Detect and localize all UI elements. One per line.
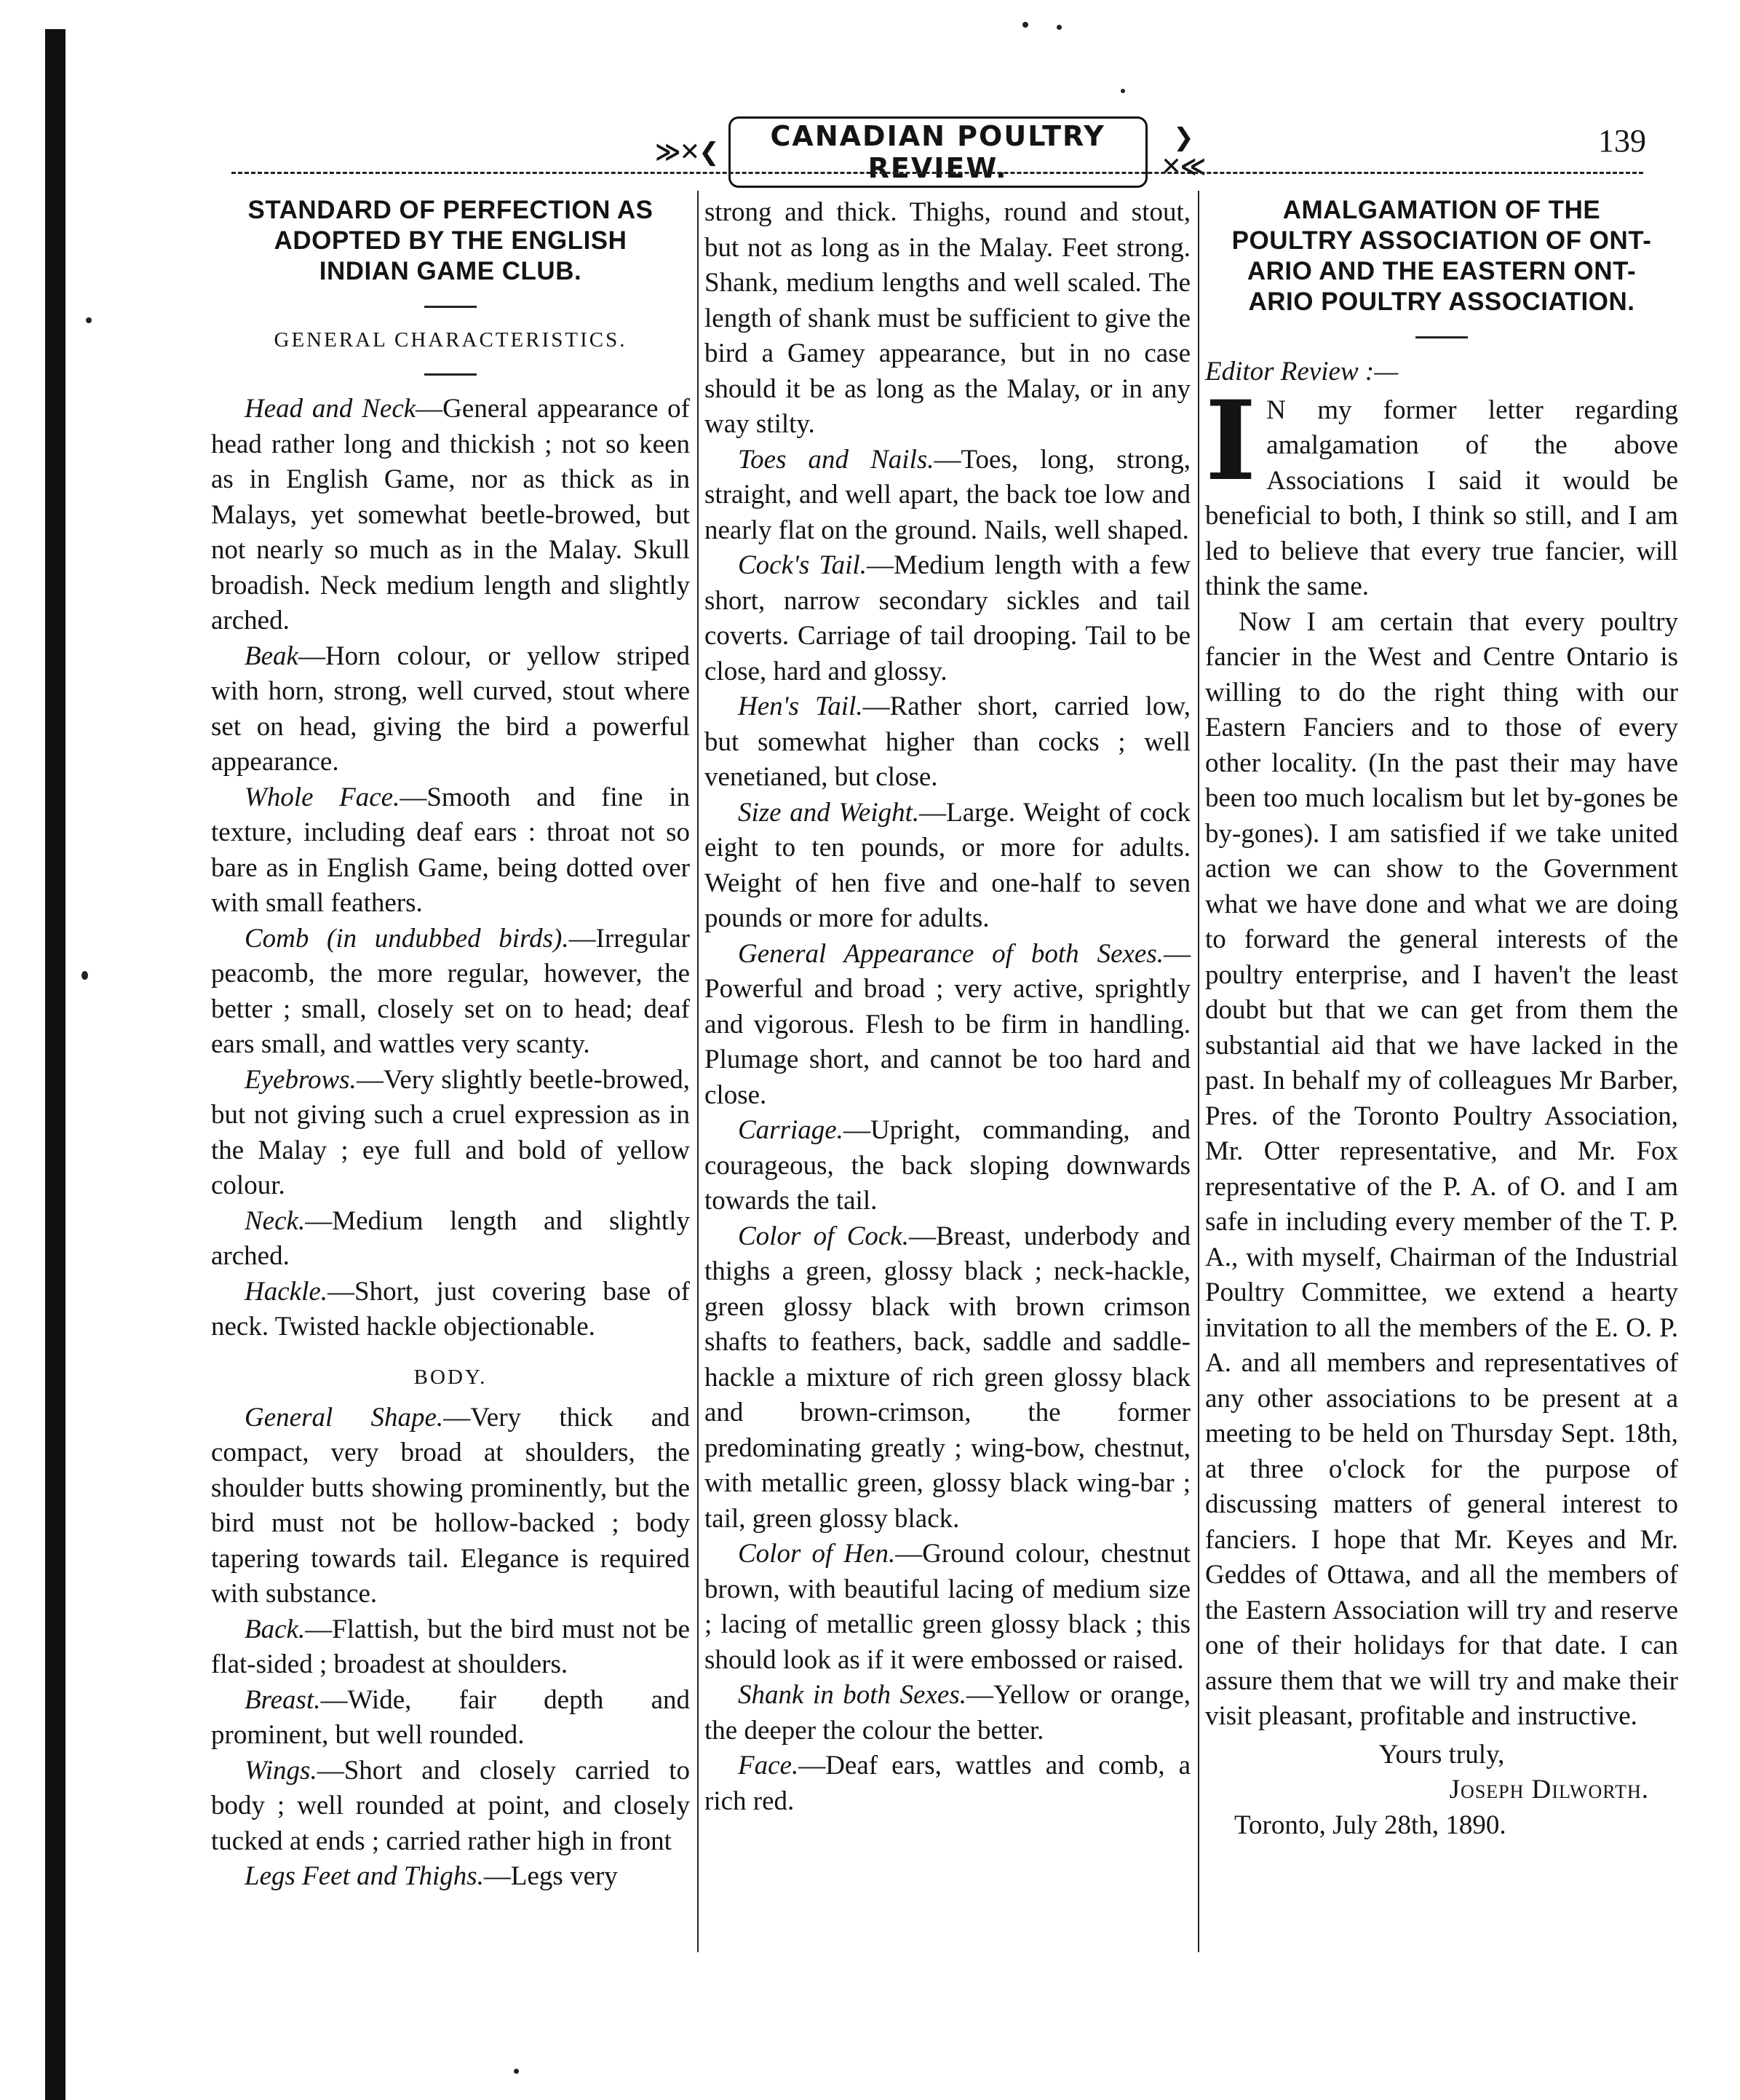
para-lead: Hackle. xyxy=(245,1276,328,1307)
title-line: ARIO AND THE EASTERN ONT- xyxy=(1247,257,1637,285)
paragraph xyxy=(704,1113,1191,1219)
para-lead: Face. xyxy=(738,1751,799,1780)
title-rule xyxy=(1415,336,1468,338)
title-line: INDIAN GAME CLUB. xyxy=(319,257,582,285)
para-text: —Yellow or orange, the deeper the colour the better. xyxy=(704,1680,1191,1746)
paragraph xyxy=(211,392,690,639)
ornament-left-icon: ≫✕❮ xyxy=(655,138,718,167)
ink-speck xyxy=(86,317,92,323)
drop-cap: I xyxy=(1205,376,1257,505)
paragraph xyxy=(211,1754,690,1860)
ink-speck xyxy=(1022,22,1028,28)
paragraph xyxy=(704,443,1191,549)
title-line: POULTRY ASSOCIATION OF ONT- xyxy=(1231,226,1652,255)
column-divider xyxy=(697,191,699,1952)
para-text: N my former letter regarding amalgamation of the above Associations I said it would be beneficial to both, I think so still, and I am led to believe that every true fancier, will think the same. xyxy=(1205,395,1678,601)
masthead xyxy=(655,116,1208,184)
paragraph-continuation: strong and thick. Thighs, round and stout, but not as long as in the Malay. Feet strong. Shank, medium lengths and well scaled. The length of shank must be sufficient to give the bird a Gamey appearance, but in no case should it be as long as the Malay, or in any way stilty. xyxy=(704,197,1191,439)
paragraph xyxy=(704,548,1191,689)
para-lead: Hen's Tail. xyxy=(738,692,863,721)
para-lead: Shank in both Sexes. xyxy=(738,1680,966,1710)
para-lead: Carriage. xyxy=(738,1115,843,1145)
para-text: —Short, just covering base of neck. Twisted hackle objectionable. xyxy=(211,1276,690,1342)
para-text: —Rather short, carried low, but somewhat higher than cocks ; well venetianed, but close. xyxy=(704,692,1191,792)
para-lead: Legs Feet and Thighs. xyxy=(245,1861,484,1891)
para-lead: Wings. xyxy=(245,1755,317,1786)
paragraph xyxy=(704,1678,1191,1748)
letter-closing: Yours truly, xyxy=(1378,1739,1505,1770)
para-lead: Eyebrows. xyxy=(245,1064,357,1095)
column-3 xyxy=(1205,195,1678,1843)
para-text: —Irregular peacomb, the more regular, however, the better ; small, closely set on to head; deaf ears small, and wattles very scanty. xyxy=(211,923,690,1059)
paragraph xyxy=(704,796,1191,937)
paragraph xyxy=(211,1859,690,1895)
para-text: —Very thick and compact, very broad at shoulders, the shoulder butts showing prominently, but the bird must not be hollow-backed ; body tapering towards tail. Elegance is required with substance. xyxy=(211,1402,690,1609)
para-text: —Medium length and slightly arched. xyxy=(211,1205,690,1271)
para-text: —Breast, underbody and thighs a green, glossy black ; neck-hackle, green glossy black with brown crimson shafts to feathers, back, saddle and saddle-hackle a mixture of rich green glossy black and brown-crimson, the former predominating greatly ; wing-bow, chestnut, with metallic green, glossy black wing-bar ; tail, green glossy black. xyxy=(704,1221,1191,1534)
para-text: —Horn colour, or yellow striped with horn, strong, well curved, stout where set on head, giving the bird a powerful appearance. xyxy=(211,641,690,777)
title-line: AMALGAMATION OF THE xyxy=(1282,196,1601,224)
article-title-standard xyxy=(211,195,690,287)
letter-place-date: Toronto, July 28th, 1890. xyxy=(1234,1810,1506,1840)
para-lead: General Appearance of both Sexes. xyxy=(738,938,1164,969)
para-text: Now I am certain that every poultry fancier in the West and Centre Ontario is willing to do the right thing with our Eastern Fanciers and to those of every other locality. (In the past their may have been too much localism but let by-gones be by-gones). I am satisfied if we take united action we can show to the Government what we have done and what we are doing to forward the general interests of the poultry enterprise, and I haven't the least doubt but that we can get from them the substantial aid that we have lacked in the past. In behalf my of colleagues Mr Barber, Pres. of the Toronto Poultry Association, Mr. Otter representative, and Mr. Fox representative of the P. A. of O. and I am safe in including every member of the T. P. A., with myself, Chairman of the Industrial Poultry Committee, we extend a hearty invitation to all the members of the E. O. P. A. and all members and representatives of any other associations to be present at a meeting to be held on Thursday Sept. 18th, at three o'clock for the purpose of discussing matters of general interest to fanciers. I hope that Mr. Keyes and Mr. Geddes of Ottawa, and all the members of the Eastern Association will try and reserve one of their holidays for that date. I can assure them that we will try and make their visit pleasant, profitable and instructive. xyxy=(1205,606,1678,1731)
para-text: —Wide, fair depth and prominent, but well rounded. xyxy=(211,1684,690,1750)
para-text: —Deaf ears, wattles and comb, a rich red. xyxy=(704,1751,1191,1816)
para-text: —Medium length with a few short, narrow secondary sickles and tail coverts. Carriage of tail drooping. Tail to be close, hard and glossy. xyxy=(704,550,1191,686)
para-lead: Back. xyxy=(245,1614,306,1644)
article-title-amalgamation xyxy=(1205,195,1678,317)
para-text: —Legs very xyxy=(483,1861,618,1891)
para-lead: General Shape. xyxy=(245,1402,444,1433)
para-text: —Short and closely carried to body ; well rounded at point, and closely tucked at ends ; carried rather high in front xyxy=(211,1755,690,1856)
para-lead: Color of Hen. xyxy=(738,1539,896,1569)
para-text: —General appearance of head rather long and thickish ; not so keen as in English Game, nor as thick as in Malays, yet somewhat beetle-browed, but not nearly so much as in the Malay. Skull broadish. Neck medium length and slightly arched. xyxy=(211,394,691,635)
para-lead: Beak xyxy=(245,641,298,671)
paragraph xyxy=(211,1683,690,1754)
paragraph xyxy=(704,689,1191,796)
para-lead: Toes and Nails. xyxy=(738,444,934,475)
column-divider xyxy=(1198,191,1199,1952)
ink-speck xyxy=(1121,89,1125,93)
para-lead: Neck. xyxy=(245,1205,306,1236)
section-heading-general: GENERAL CHARACTERISTICS. xyxy=(274,328,627,352)
masthead-title: CANADIAN POULTRY REVIEW. xyxy=(728,116,1148,188)
ink-speck xyxy=(1057,25,1062,30)
paragraph xyxy=(211,1400,690,1612)
para-lead: Head and Neck xyxy=(245,394,416,424)
para-text: —Very slightly beetle-browed, but not giving such a cruel expression as in the Malay ; eye full and bold of yellow colour. xyxy=(211,1064,690,1200)
paragraph xyxy=(211,1275,690,1345)
ink-speck xyxy=(514,2069,519,2074)
para-text: —Large. Weight of cock eight to ten pounds, or more for adults. Weight of hen five and one-half to seven pounds or more for adults. xyxy=(704,797,1191,933)
title-line: ARIO POULTRY ASSOCIATION. xyxy=(1248,288,1635,316)
salutation: Editor Review :— xyxy=(1205,357,1399,387)
column-2 xyxy=(704,195,1191,1819)
header-rule xyxy=(231,172,1643,174)
section-heading-body: BODY. xyxy=(413,1365,488,1389)
paragraph xyxy=(211,780,690,922)
title-line: ADOPTED BY THE ENGLISH xyxy=(274,226,627,255)
para-text: —Powerful and broad ; very active, sprightly and vigorous. Flesh to be firm in handling. Plumage short, and cannot be too hard and close. xyxy=(704,938,1191,1110)
ornament-right-icon: ❯✕≪ xyxy=(1161,123,1205,181)
paragraph xyxy=(704,1748,1191,1819)
page-binding-edge xyxy=(45,29,65,2100)
para-text: —Smooth and fine in texture, including deaf ears : throat not so bare as in English Game, being dotted over with small feathers. xyxy=(211,782,690,918)
paragraph xyxy=(704,937,1191,1114)
title-rule xyxy=(424,306,477,308)
para-lead: Comb (in undubbed birds). xyxy=(245,923,569,954)
page-number: 139 xyxy=(1598,123,1646,159)
paragraph xyxy=(1205,376,1678,605)
para-lead: Color of Cock. xyxy=(738,1221,909,1251)
para-text: —Flattish, but the bird must not be flat-sided ; broadest at shoulders. xyxy=(211,1614,690,1679)
ink-speck xyxy=(82,971,88,980)
paragraph xyxy=(211,1204,690,1275)
paragraph xyxy=(1205,605,1678,1735)
para-text: —Upright, commanding, and courageous, the back sloping downwards towards the tail. xyxy=(704,1115,1191,1216)
section-rule xyxy=(424,373,477,376)
para-lead: Cock's Tail. xyxy=(738,550,867,580)
column-1 xyxy=(211,195,690,1895)
paragraph xyxy=(211,1612,690,1683)
para-text: —Toes, long, strong, straight, and well apart, the back toe low and nearly flat on the ground. Nails, well shaped. xyxy=(704,444,1191,545)
para-lead: Size and Weight. xyxy=(738,797,920,828)
paragraph xyxy=(211,922,690,1063)
paragraph xyxy=(704,1219,1191,1537)
paragraph xyxy=(211,639,690,780)
para-text: —Ground colour, chestnut brown, with beautiful lacing of medium size ; lacing of metallic green glossy black ; this should look as if it were embossed or raised. xyxy=(704,1539,1191,1675)
title-line: STANDARD OF PERFECTION AS xyxy=(247,196,654,224)
paragraph xyxy=(704,1537,1191,1678)
para-lead: Breast. xyxy=(245,1684,321,1715)
para-lead: Whole Face. xyxy=(245,782,400,812)
paragraph xyxy=(211,1063,690,1204)
letter-signature: Joseph Dilworth. xyxy=(1449,1775,1649,1804)
